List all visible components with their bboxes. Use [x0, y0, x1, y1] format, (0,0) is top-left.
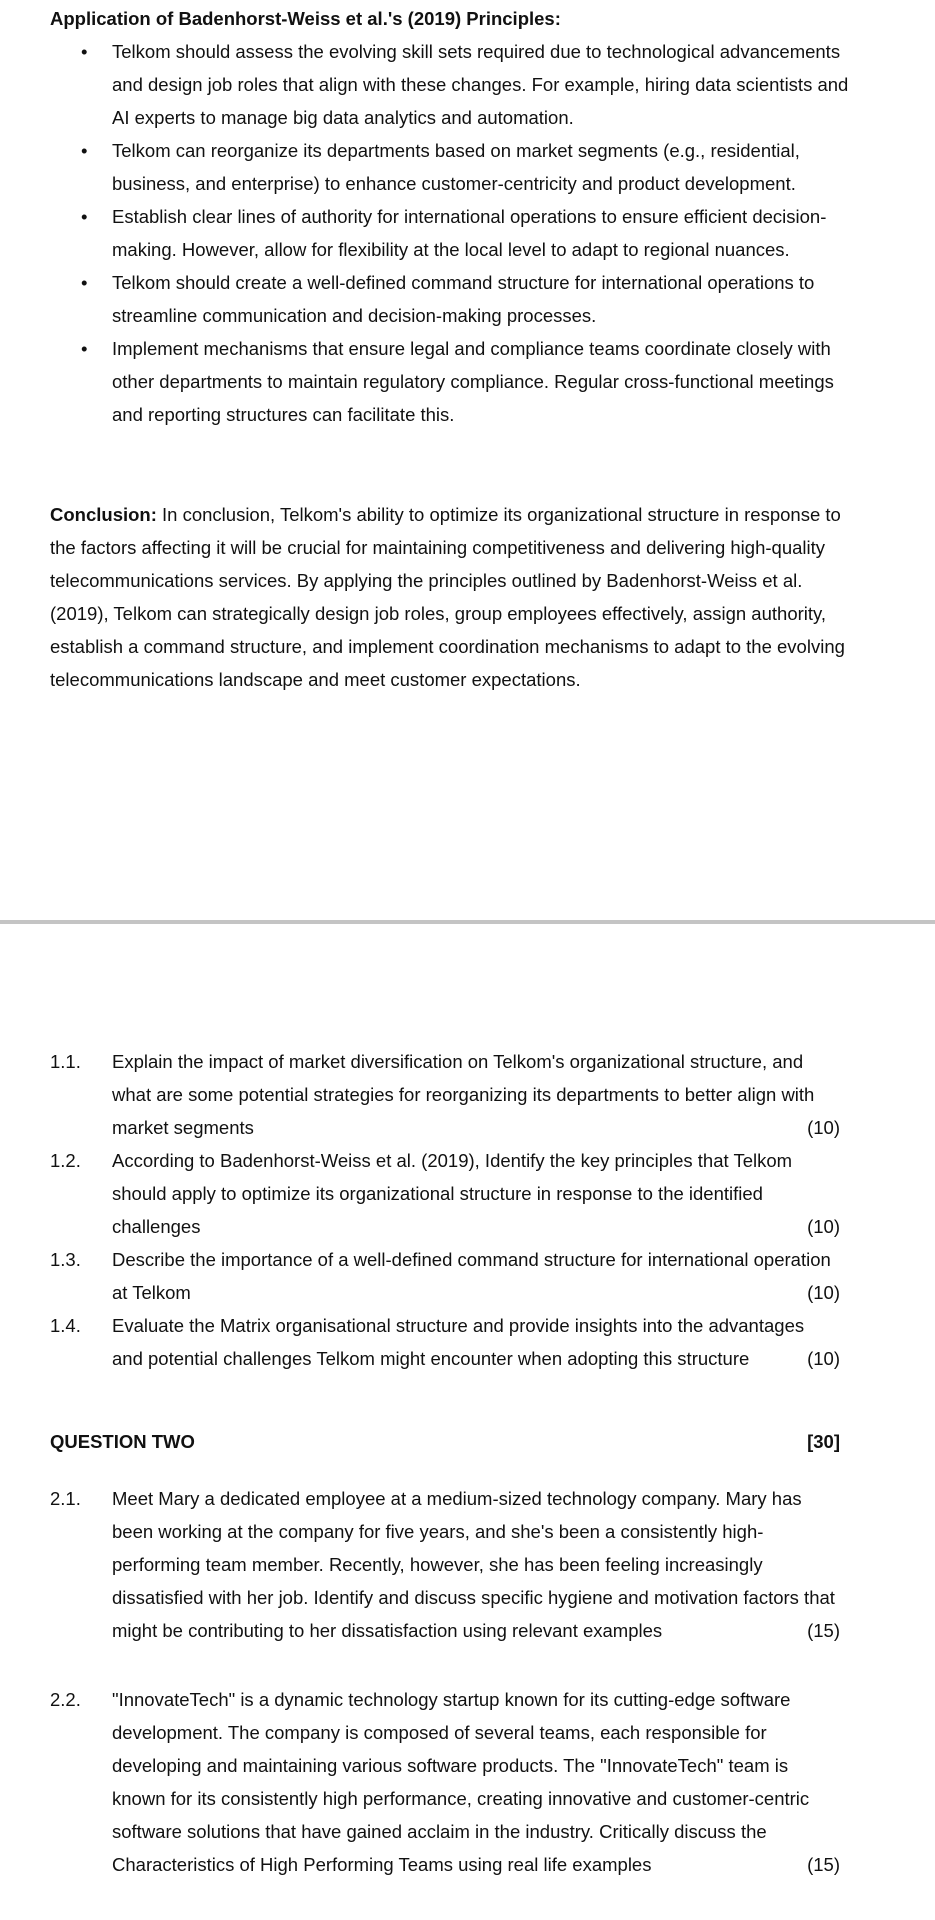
list-item-text: Telkom should assess the evolving skill sets required due to technological advancements and design job roles that align with these changes. For example, hiring data scientists and AI experts to manage big data analytics and automation.	[112, 41, 849, 128]
question-item	[50, 1144, 840, 1243]
list-item-text: Implement mechanisms that ensure legal and compliance teams coordinate closely with other departments to maintain regulatory compliance. Regular cross-functional meetings and reporting structures can facilitate this.	[112, 338, 834, 425]
conclusion-text: In conclusion, Telkom's ability to optimize its organizational structure in response to the factors affecting it will be crucial for maintaining competitiveness and delivering high-quality telecommunications services. By applying the principles outlined by Badenhorst-Weiss et al. (2019), Telkom can strategically design job roles, group employees effectively, assign authority, establish a command structure, and implement coordination mechanisms to adapt to the evolving telecommunications landscape and meet customer expectations.	[50, 504, 845, 690]
list-item	[50, 200, 850, 266]
question-text	[112, 1309, 840, 1375]
question-number: 2.1.	[50, 1488, 81, 1509]
question-text-body: According to Badenhorst-Weiss et al. (2019), Identify the key principles that Telkom should apply to optimize its organizational structure in response to the identified challenges	[112, 1150, 793, 1237]
question-one-list	[50, 1045, 840, 1375]
bullet-icon: •	[81, 338, 88, 359]
question-text	[112, 1045, 840, 1144]
list-item-text: Establish clear lines of authority for international operations to ensure efficient decision-making. However, allow for flexibility at the local level to adapt to regional nuances.	[112, 206, 827, 260]
question-text	[112, 1144, 840, 1243]
question-item	[50, 1243, 840, 1309]
question-text	[112, 1482, 840, 1647]
list-item	[50, 35, 850, 134]
question-text-body: "InnovateTech" is a dynamic technology startup known for its cutting-edge software development. The company is composed of several teams, each responsible for developing and maintaining various software products. The "InnovateTech" team is known for its consistently high performance, creating innovative and customer-centric software solutions that have gained acclaim in the industry. Critically discuss the Characteristics of High Performing Teams using real life examples	[112, 1689, 810, 1875]
question-text	[112, 1243, 840, 1309]
question-item	[50, 1309, 840, 1375]
question-number: 1.2.	[50, 1150, 81, 1171]
question-two-total: [30]	[807, 1431, 840, 1452]
question-number: 1.4.	[50, 1315, 81, 1336]
question-item	[50, 1482, 840, 1647]
list-item	[50, 266, 850, 332]
question-marks: (10)	[807, 1282, 840, 1303]
question-item	[50, 1683, 840, 1881]
list-item	[50, 134, 850, 200]
bullet-icon: •	[81, 140, 88, 161]
conclusion-label: Conclusion:	[50, 504, 157, 525]
principles-list	[50, 35, 850, 431]
question-marks: (10)	[807, 1117, 840, 1138]
bullet-icon: •	[81, 206, 88, 227]
question-number: 2.2.	[50, 1689, 81, 1710]
question-marks: (10)	[807, 1348, 840, 1369]
question-two-item-1	[50, 1482, 840, 1647]
question-two-heading	[50, 1425, 840, 1458]
list-item-text: Telkom can reorganize its departments based on market segments (e.g., residential, business, and enterprise) to enhance customer-centricity and product development.	[112, 140, 800, 194]
section-heading: Application of Badenhorst-Weiss et al.'s (2019) Principles:	[50, 8, 561, 29]
question-number: 1.1.	[50, 1051, 81, 1072]
question-text-body: Meet Mary a dedicated employee at a medium-sized technology company. Mary has been working at the company for five years, and she's been a consistently high-performing team member. Recently, however, she has been feeling increasingly dissatisfied with her job. Identify and discuss specific hygiene and motivation factors that might be contributing to her dissatisfaction using relevant examples	[112, 1488, 835, 1641]
conclusion-paragraph	[50, 498, 850, 696]
bullet-icon: •	[81, 41, 88, 62]
question-marks: (15)	[807, 1854, 840, 1875]
bullet-icon: •	[81, 272, 88, 293]
question-marks: (10)	[807, 1216, 840, 1237]
question-text	[112, 1683, 840, 1881]
page-divider	[0, 920, 935, 924]
question-text-body: Explain the impact of market diversification on Telkom's organizational structure, and what are some potential strategies for reorganizing its departments to better align with market segments	[112, 1051, 815, 1138]
question-marks: (15)	[807, 1620, 840, 1641]
question-text-body: Describe the importance of a well-defined command structure for international operation at Telkom	[112, 1249, 831, 1303]
list-item	[50, 332, 850, 431]
question-two-item-2	[50, 1683, 840, 1881]
list-item-text: Telkom should create a well-defined command structure for international operations to streamline communication and decision-making processes.	[112, 272, 815, 326]
question-number: 1.3.	[50, 1249, 81, 1270]
question-item	[50, 1045, 840, 1144]
question-two-title: QUESTION TWO	[50, 1431, 195, 1452]
question-text-body: Evaluate the Matrix organisational structure and provide insights into the advantages and potential challenges Telkom might encounter when adopting this structure	[112, 1315, 805, 1369]
